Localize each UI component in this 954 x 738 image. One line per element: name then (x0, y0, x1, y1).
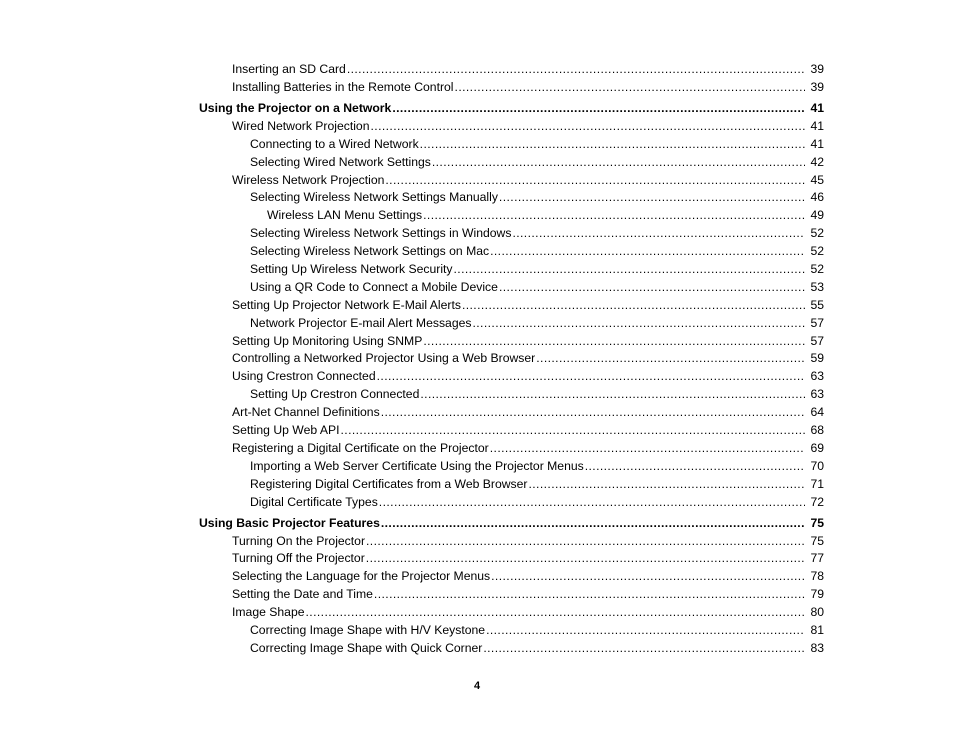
dot-leader (585, 458, 805, 476)
toc-entry[interactable] (199, 404, 824, 422)
toc-entry-page-number: 41 (810, 136, 824, 151)
toc-entry[interactable] (199, 533, 824, 551)
toc-entry-page-number: 63 (810, 369, 824, 384)
toc-entry-title: Using the Projector on a Network (199, 100, 392, 115)
toc-entry-title: Registering a Digital Certificate on the Projector (232, 440, 489, 455)
toc-entry-title: Turning Off the Projector (232, 551, 365, 566)
toc-entry[interactable] (199, 79, 824, 97)
toc-entry-page-number: 49 (810, 208, 824, 223)
toc-entry[interactable] (199, 640, 824, 658)
toc-entry[interactable] (199, 350, 824, 368)
toc-entry-page-number: 64 (810, 405, 824, 420)
toc-entry[interactable] (199, 386, 824, 404)
toc-entry[interactable] (199, 118, 824, 136)
toc-entry-title: Digital Certificate Types (250, 494, 378, 509)
toc-entry-page-number: 52 (810, 226, 824, 241)
toc-entry-page-number: 57 (810, 333, 824, 348)
dot-leader (483, 640, 805, 658)
toc-entry-title: Correcting Image Shape with H/V Keystone (250, 622, 486, 637)
dot-leader (381, 515, 805, 533)
dot-leader (377, 368, 805, 386)
toc-entry[interactable] (199, 154, 824, 172)
toc-entry-title: Setting the Date and Time (232, 587, 373, 602)
toc-entry[interactable] (199, 297, 824, 315)
toc-section-heading[interactable] (199, 100, 824, 118)
toc-entry[interactable] (199, 476, 824, 494)
toc-entry-title: Inserting an SD Card (232, 62, 346, 76)
toc-entry-page-number: 75 (810, 533, 824, 548)
toc-entry-page-number: 41 (810, 118, 824, 133)
dot-leader (379, 494, 805, 512)
toc-entry-page-number: 78 (810, 569, 824, 584)
dot-leader (366, 550, 805, 568)
toc-entry[interactable] (199, 189, 824, 207)
toc-entry-title: Using a QR Code to Connect a Mobile Device (250, 279, 498, 294)
toc-entry-title: Wired Network Projection (232, 118, 370, 133)
dot-leader (490, 440, 805, 458)
toc-entry-title: Correcting Image Shape with Quick Corner (250, 640, 483, 655)
toc-entry[interactable] (199, 586, 824, 604)
toc-entry-title: Setting Up Web API (232, 423, 340, 437)
toc-entry-title: Setting Up Crestron Connected (250, 387, 420, 402)
dot-leader (490, 243, 805, 261)
toc-entry[interactable] (199, 315, 824, 333)
toc-entry[interactable] (199, 422, 824, 440)
toc-entry-page-number: 41 (810, 100, 824, 115)
toc-entry[interactable] (199, 261, 824, 279)
dot-leader (420, 386, 805, 404)
toc-entry-title: Controlling a Networked Projector Using a Web Browser (232, 351, 536, 366)
toc-entry[interactable] (199, 172, 824, 190)
toc-entry-page-number: 52 (810, 261, 824, 276)
dot-leader (499, 279, 805, 297)
dot-leader (371, 118, 806, 136)
toc-entry-title: Selecting Wired Network Settings (250, 154, 431, 169)
dot-leader (306, 604, 805, 622)
dot-leader (432, 154, 805, 172)
toc-entry-page-number: 68 (810, 423, 824, 437)
dot-leader (381, 404, 805, 422)
toc-entry[interactable] (199, 207, 824, 225)
toc-entry[interactable] (199, 225, 824, 243)
toc-entry[interactable] (199, 494, 824, 512)
toc-entry-title: Selecting Wireless Network Settings in Windows (250, 226, 512, 241)
toc-entry[interactable] (199, 458, 824, 476)
toc-entry-title: Connecting to a Wired Network (250, 136, 419, 151)
dot-leader (472, 315, 805, 333)
toc-entry-page-number: 79 (810, 587, 824, 602)
dot-leader (499, 189, 805, 207)
dot-leader (341, 422, 806, 440)
page-number: 4 (473, 680, 481, 692)
toc-entry[interactable] (199, 368, 824, 386)
toc-entry-title: Installing Batteries in the Remote Control (232, 79, 454, 94)
toc-entry-title: Image Shape (232, 605, 305, 620)
toc-entry[interactable] (199, 568, 824, 586)
toc-entry-title: Importing a Web Server Certificate Using the Projector Menus (250, 458, 584, 473)
dot-leader (392, 100, 805, 118)
toc-entry-title: Using Basic Projector Features (199, 515, 380, 530)
table-of-contents (199, 61, 824, 658)
toc-entry[interactable] (199, 440, 824, 458)
toc-entry[interactable] (199, 61, 824, 79)
toc-entry-title: Selecting the Language for the Projector Menus (232, 569, 491, 584)
toc-entry[interactable] (199, 136, 824, 154)
dot-leader (455, 79, 805, 97)
dot-leader (491, 568, 805, 586)
toc-entry-title: Selecting Wireless Network Settings on Mac (250, 244, 490, 259)
toc-entry[interactable] (199, 550, 824, 568)
dot-leader (374, 586, 805, 604)
toc-entry-page-number: 46 (810, 190, 824, 205)
dot-leader (420, 136, 805, 154)
toc-entry-page-number: 59 (810, 351, 824, 366)
dot-leader (423, 333, 805, 351)
toc-entry-page-number: 80 (810, 605, 824, 620)
toc-entry-page-number: 42 (810, 154, 824, 169)
dot-leader (423, 207, 805, 225)
toc-entry-page-number: 39 (810, 62, 824, 76)
toc-entry-page-number: 70 (810, 458, 824, 473)
toc-entry-page-number: 72 (810, 494, 824, 509)
toc-entry-title: Registering Digital Certificates from a Web Browser (250, 476, 528, 491)
toc-entry-page-number: 55 (810, 297, 824, 312)
toc-entry-title: Art-Net Channel Definitions (232, 405, 380, 420)
toc-entry-title: Setting Up Wireless Network Security (250, 261, 453, 276)
dot-leader (347, 61, 805, 79)
toc-entry-page-number: 53 (810, 279, 824, 294)
dot-leader (462, 297, 805, 315)
dot-leader (528, 476, 805, 494)
toc-entry[interactable] (199, 333, 824, 351)
toc-entry-title: Setting Up Monitoring Using SNMP (232, 333, 423, 348)
toc-entry-title: Selecting Wireless Network Settings Manually (250, 190, 498, 205)
toc-entry-title: Wireless Network Projection (232, 172, 385, 187)
toc-entry-title: Wireless LAN Menu Settings (267, 208, 423, 223)
dot-leader (536, 350, 805, 368)
toc-entry-page-number: 71 (810, 476, 824, 491)
toc-entry[interactable] (199, 279, 824, 297)
dot-leader (385, 172, 805, 190)
dot-leader (454, 261, 805, 279)
toc-entry[interactable] (199, 622, 824, 640)
toc-section-heading[interactable] (199, 515, 824, 533)
toc-entry-page-number: 83 (810, 640, 824, 655)
toc-entry[interactable] (199, 604, 824, 622)
toc-entry-title: Setting Up Projector Network E-Mail Alerts (232, 297, 461, 312)
toc-entry-page-number: 45 (810, 172, 824, 187)
toc-entry-page-number: 77 (810, 551, 824, 566)
toc-entry-page-number: 75 (810, 515, 824, 530)
toc-entry-title: Network Projector E-mail Alert Messages (250, 315, 472, 330)
toc-entry-page-number: 81 (810, 622, 824, 637)
dot-leader (486, 622, 805, 640)
toc-entry-page-number: 39 (810, 79, 824, 94)
toc-entry-title: Using Crestron Connected (232, 369, 376, 384)
toc-entry-page-number: 69 (810, 440, 824, 455)
toc-entry-page-number: 57 (810, 315, 824, 330)
toc-entry-title: Turning On the Projector (232, 533, 365, 548)
dot-leader (366, 533, 805, 551)
dot-leader (512, 225, 805, 243)
toc-entry-page-number: 52 (810, 244, 824, 259)
toc-entry-page-number: 63 (810, 387, 824, 402)
toc-entry[interactable] (199, 243, 824, 261)
